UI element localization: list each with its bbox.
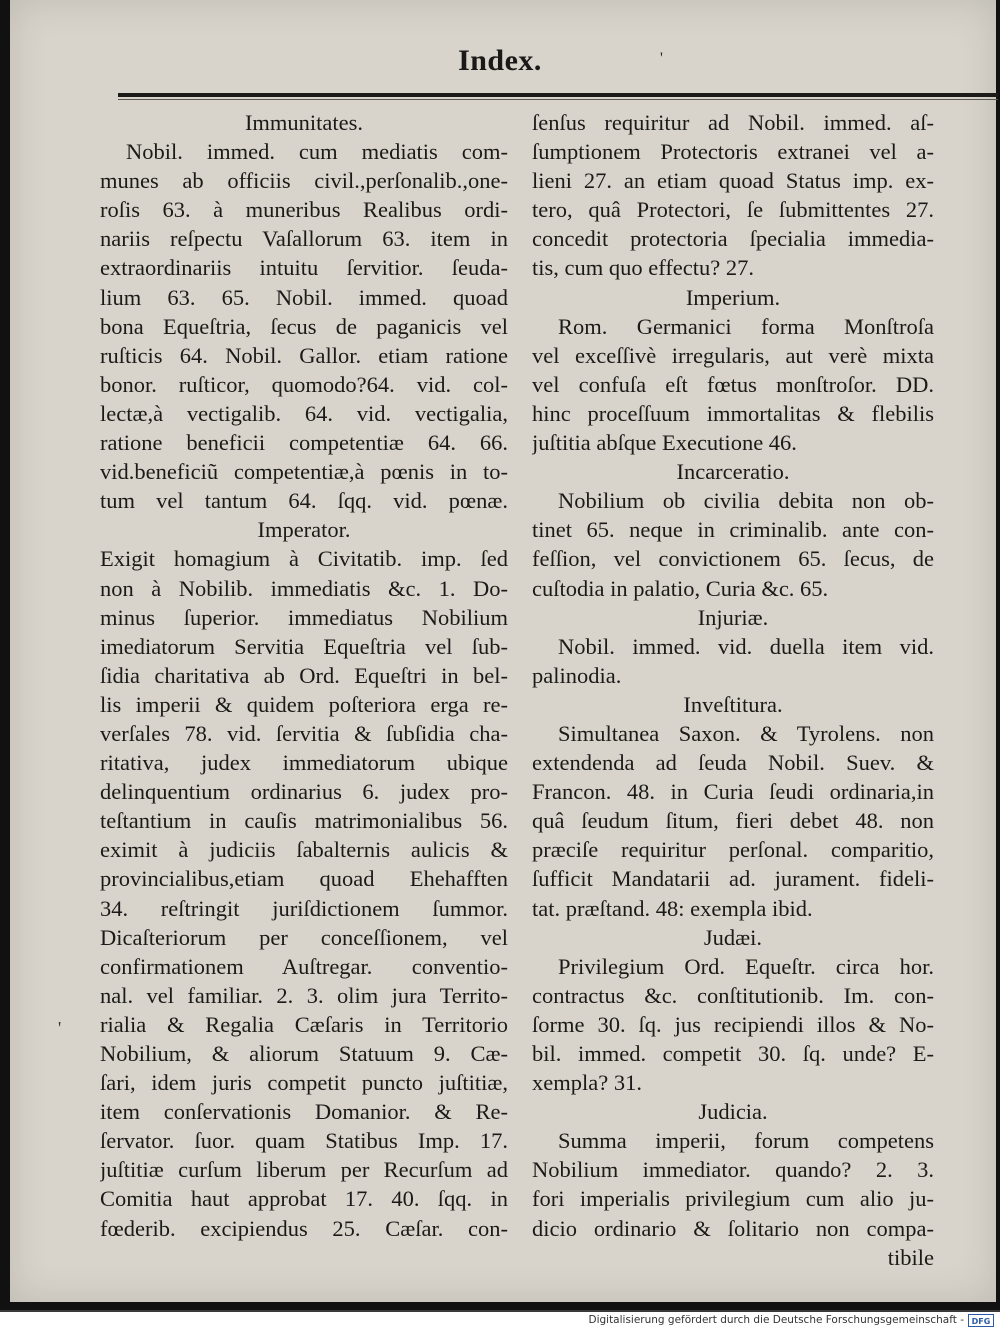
index-line: extendenda ad ſeuda Nobil. Suev. & xyxy=(532,750,934,776)
index-line: ſari, idem juris competit puncto juſtitiæ, xyxy=(100,1070,508,1096)
index-line: hinc proceſſuum immortalitas & flebilis xyxy=(532,400,934,426)
index-line: Rom. Germanici forma Monſtroſa xyxy=(558,313,934,339)
index-line: ſorme 30. ſq. jus recipiendi illos & No- xyxy=(532,1011,934,1037)
index-line: tibile xyxy=(887,1244,934,1270)
index-line: imediatorum Servitia Equeſtria vel ſub- xyxy=(100,633,508,659)
header-mark: ' xyxy=(660,50,663,67)
index-line: 34. reſtringit juriſdictionem ſummor. xyxy=(100,895,508,921)
index-line: rialia & Regalia Cæſaris in Territorio xyxy=(100,1011,508,1037)
index-line: Comitia haut approbat 17. 40. ſqq. in xyxy=(100,1186,508,1212)
index-heading: Incarceratio. xyxy=(676,459,790,485)
index-line: lieni 27. an etiam quoad Status imp. ex- xyxy=(532,168,934,194)
index-line: tero, quâ Protectori, ſe ſubmittentes 27. xyxy=(532,197,934,223)
header-rule xyxy=(118,93,998,97)
index-line: tinet 65. neque in criminalib. ante con- xyxy=(532,517,934,543)
index-line: juſtitia abſque Executione 46. xyxy=(532,430,797,456)
index-line: contractus &c. conſtitutionib. Im. con- xyxy=(532,982,934,1008)
index-line: verſales 78. vid. ſervitia & ſubſidia cha- xyxy=(100,720,508,746)
index-line: confirmationem Auſtregar. conventio- xyxy=(100,953,508,979)
index-heading: Injuriæ. xyxy=(697,604,769,630)
index-line: feſſion, vel convictionem 65. ſecus, de xyxy=(532,546,934,572)
index-line: ſumptionem Protectoris extranei vel a- xyxy=(532,139,934,165)
index-line: roſis 63. à muneribus Realibus ordi- xyxy=(100,197,508,223)
index-line: bil. immed. competit 30. ſq. unde? E- xyxy=(532,1041,934,1066)
index-column-left xyxy=(100,108,508,1243)
index-column-right xyxy=(532,108,934,1272)
index-line: Exigit homagium à Civitatib. imp. ſed xyxy=(100,546,508,572)
index-line: munes ab officiis civil.,perſonalib.,one- xyxy=(100,168,508,194)
index-line: provincialibus,etiam quoad Ehehafften xyxy=(100,866,508,892)
index-heading: Judæi. xyxy=(703,924,763,950)
index-line: Nobil. immed. cum mediatis com- xyxy=(126,139,508,165)
footer-credit: Digitalisierung gefördert durch die Deutsche Forschungsgemeinschaft - xyxy=(588,1314,964,1326)
index-line: Summa imperii, forum competens xyxy=(558,1128,934,1154)
index-line: vel confuſa eſt fœtus monſtroſor. DD. xyxy=(532,371,934,397)
index-line: dicio ordinario & ſolitario non compa- xyxy=(532,1215,934,1241)
index-line: ritativa, judex immediatorum ubique xyxy=(100,750,508,776)
index-line: vid.beneficiũ competentiæ,à pœnis in to- xyxy=(100,459,508,485)
index-line: Francon. 48. in Curia ſeudi ordinaria,in xyxy=(532,779,934,805)
index-line: vel exceſſivè irregularis, aut verè mixta xyxy=(532,342,934,368)
index-line: tis, cum quo effectu? 27. xyxy=(532,255,755,281)
index-line: lectæ,à vectigalib. 64. vid. vectigalia, xyxy=(100,400,508,426)
index-line: cuſtodia in palatio, Curia &c. 65. xyxy=(532,575,829,601)
index-line: fœderib. excipiendus 25. Cæſar. con- xyxy=(100,1215,508,1241)
index-line: præciſe requiritur perſonal. comparitio, xyxy=(532,837,934,863)
index-line: eximit à judiciis ſabalternis aulicis & xyxy=(100,837,508,863)
index-line: Privilegium Ord. Equeſtr. circa hor. xyxy=(558,953,934,979)
index-line: item conſervationis Domanior. & Re- xyxy=(100,1099,508,1125)
footer-bar xyxy=(0,1312,1000,1331)
index-line: Simultanea Saxon. & Tyrolens. non xyxy=(558,720,934,746)
index-line: fori imperialis privilegium cum alio ju- xyxy=(532,1186,934,1212)
index-line: delinquentium ordinarius 6. judex pro- xyxy=(100,779,508,805)
index-line: bonor. ruſticor, quomodo?64. vid. col- xyxy=(100,371,508,397)
index-line: ruſticis 64. Nobil. Gallor. etiam ratione xyxy=(100,342,508,368)
index-heading: Inveſtitura. xyxy=(683,691,783,717)
index-line: quâ ſeudum ſitum, fieri debet 48. non xyxy=(532,808,934,834)
index-line: ratione beneficii competentiæ 64. 66. xyxy=(100,430,508,456)
index-line: xempla? 31. xyxy=(532,1070,642,1096)
index-line: tum vel tantum 64. ſqq. vid. pœnæ. xyxy=(100,488,508,514)
index-line: palinodia. xyxy=(532,662,622,688)
index-line: extraordinariis intuitu ſervitior. ſeuda- xyxy=(100,255,508,281)
index-line: Nobilium immediator. quando? 2. 3. xyxy=(532,1157,934,1183)
index-line: teſtantium in cauſis matrimonialibus 56. xyxy=(100,808,508,834)
index-line: Nobilium, & aliorum Statuum 9. Cæ- xyxy=(100,1041,508,1066)
header-rule-thin xyxy=(118,99,998,100)
index-line: ſenſus requiritur ad Nobil. immed. aſ- xyxy=(532,110,934,135)
index-line: Dicaſteriorum per conceſſionem, vel xyxy=(100,924,508,950)
index-line: Nobilium ob civilia debita non ob- xyxy=(558,488,934,514)
index-line: lium 63. 65. Nobil. immed. quoad xyxy=(100,284,508,310)
index-line: nariis reſpectu Vaſallorum 63. item in xyxy=(100,226,508,252)
page-title: Index. xyxy=(458,44,542,77)
gutter-mark: ' xyxy=(58,1018,62,1038)
index-heading: Immunitates. xyxy=(244,110,364,135)
index-heading: Imperium. xyxy=(685,284,781,310)
index-line: minus ſuperior. immediatus Nobilium xyxy=(100,604,508,630)
index-heading: Judicia. xyxy=(698,1099,768,1125)
index-heading: Imperator. xyxy=(257,517,351,543)
index-line: ſervator. ſuor. quam Statibus Imp. 17. xyxy=(100,1128,508,1154)
index-line: nal. vel familiar. 2. 3. olim jura Territo- xyxy=(100,982,508,1008)
index-line: ſidia charitativa ab Ord. Equeſtri in bel- xyxy=(100,662,508,688)
dfg-logo-icon: DFG xyxy=(968,1314,994,1327)
index-line: bona Equeſtria, ſecus de paganicis vel xyxy=(100,313,508,339)
index-line: juſtitiæ curſum liberum per Recurſum ad xyxy=(100,1157,508,1183)
index-line: Nobil. immed. vid. duella item vid. xyxy=(558,633,934,659)
index-line: ſufficit Mandatarii ad. jurament. fideli- xyxy=(532,866,934,892)
index-line: lis imperii & quidem poſteriora erga re- xyxy=(100,691,508,717)
index-line: non à Nobilib. immediatis &c. 1. Do- xyxy=(100,575,508,601)
index-line: concedit protectoria ſpecialia immedia- xyxy=(532,226,934,252)
index-line: tat. præſtand. 48: exempla ibid. xyxy=(532,895,813,921)
